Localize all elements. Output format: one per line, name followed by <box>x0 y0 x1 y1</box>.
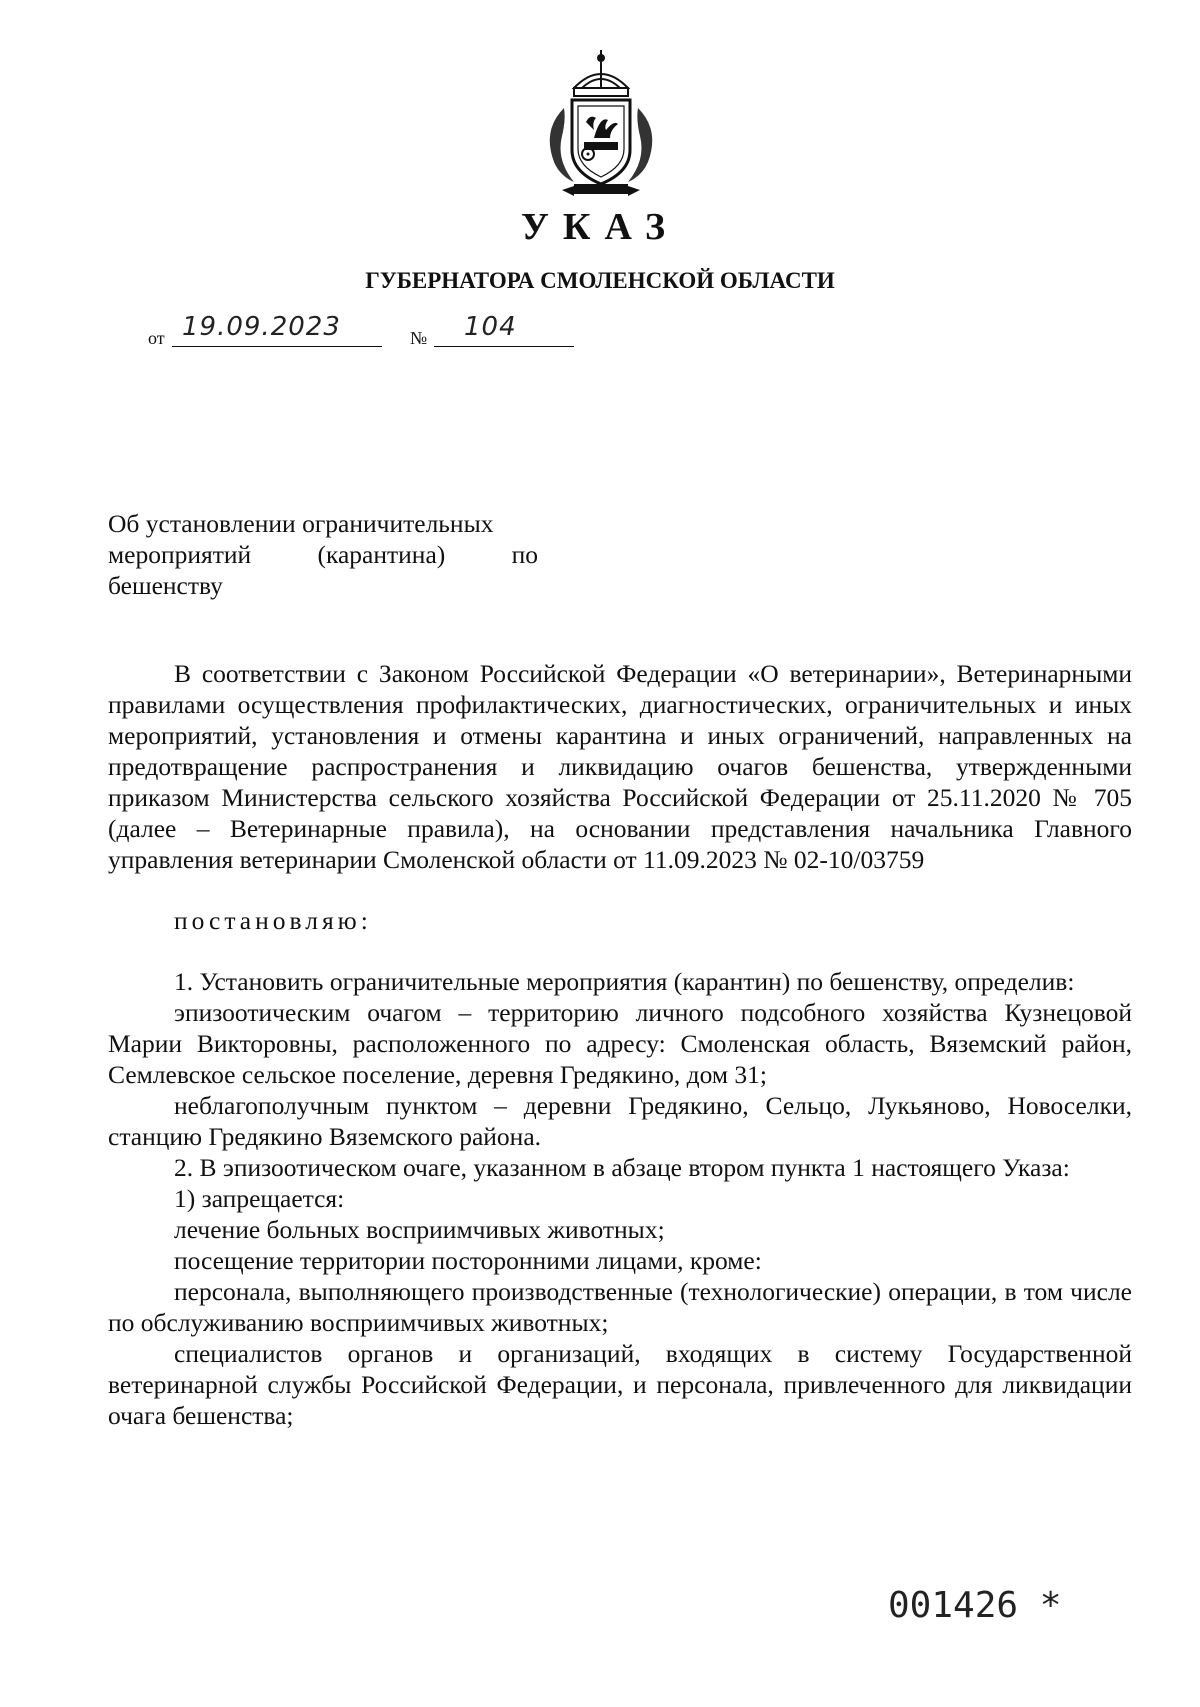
number-label: № <box>410 328 428 348</box>
form-serial-number: 001426 * <box>888 1585 1062 1626</box>
document-subtitle: ГУБЕРНАТОРА СМОЛЕНСКОЙ ОБЛАСТИ <box>365 268 835 293</box>
decree-word: постановляю: <box>174 906 372 935</box>
paragraph-item: лечение больных восприимчивых животных; <box>174 1215 665 1244</box>
paragraph-item: персонала, выполняющего производственные (технологические) операции, в том числе по обслуживанию восприимчивых животных; <box>108 1277 1132 1337</box>
paragraph-item: неблагополучным пунктом – деревни Гредякино, Сельцо, Лукьяново, Новоселки, станцию Гредякино Вяземского района. <box>108 1091 1132 1151</box>
date-label: от <box>148 328 165 348</box>
paragraph-item: 1. Установить ограничительные мероприятия (карантин) по бешенству, определив: <box>174 967 1075 996</box>
subject-line: мероприятий (карантина) по <box>108 540 538 569</box>
subject-line: бешенству <box>108 571 223 600</box>
handwritten-number: 104 <box>464 312 517 342</box>
date-number-line <box>148 312 588 350</box>
document-title: УКАЗ <box>521 206 679 248</box>
paragraph-item: 1) запрещается: <box>174 1184 345 1213</box>
handwritten-date: 19.09.2023 <box>182 312 341 342</box>
document-subject <box>108 508 538 601</box>
preamble-paragraph: В соответствии с Законом Российской Федерации «О ветеринарии», Ветеринарными правилами осуществления профилактических, диагностических, ограничительных и иных мероприятий, установления и отмены карантина и иных ограничений, направленных на предотвращение распространения и ликвидацию очагов бешенства, утвержденными приказом Министерства сельского хозяйства Российской Федерации от 25.11.2020 № 705 (далее – Ветеринарные правила), на основании представления начальника Главного управления ветеринарии Смоленской области от 11.09.2023 № 02-10/03759 <box>108 659 1132 874</box>
date-field <box>172 312 382 347</box>
number-field <box>434 312 574 347</box>
document-body <box>108 658 1132 1431</box>
paragraph-item: эпизоотическим очагом – территорию личного подсобного хозяйства Кузнецовой Марии Викторовны, расположенного по адресу: Смоленская область, Вяземский район, Семлевское сельское поселение, деревня Гредякино, дом 31; <box>108 998 1132 1089</box>
coat-of-arms-emblem <box>534 50 668 200</box>
paragraph-item: 2. В эпизоотическом очаге, указанном в абзаце втором пункта 1 настоящего Указа: <box>174 1153 1070 1182</box>
paragraph-item: посещение территории посторонними лицами, кроме: <box>174 1246 762 1275</box>
paragraph-item: специалистов органов и организаций, входящих в систему Государственной ветеринарной службы Российской Федерации, и персонала, привлеченного для ликвидации очага бешенства; <box>108 1339 1132 1430</box>
subject-line: Об установлении ограничительных <box>108 509 494 538</box>
